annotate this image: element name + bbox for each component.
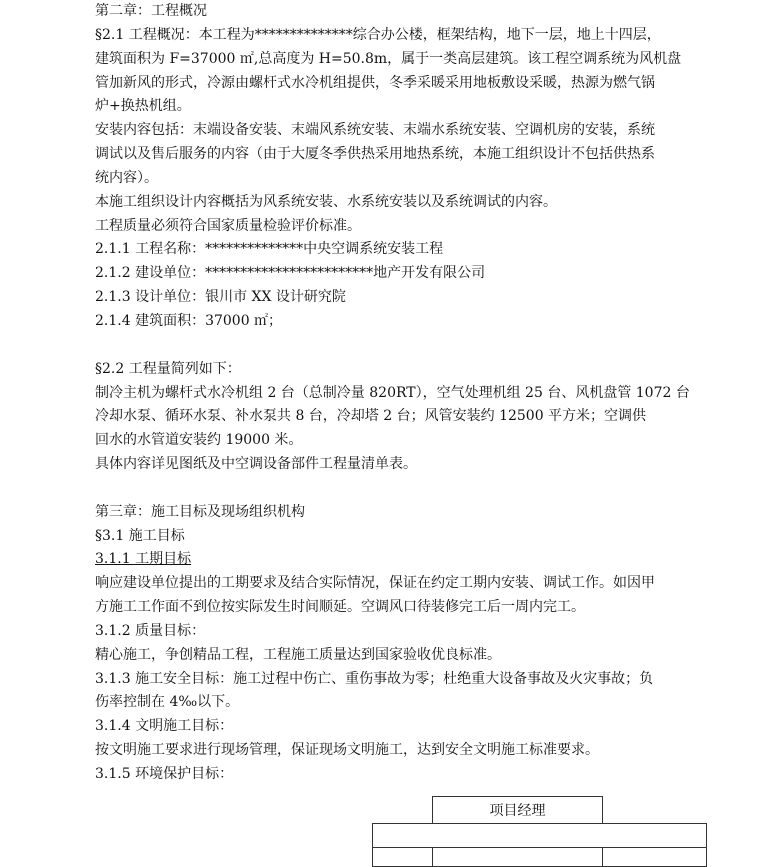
section-2-2-heading: §2.2 工程量简列如下： — [95, 360, 241, 377]
paragraph-line: 按文明施工要求进行现场管理，保证现场文明施工，达到安全文明施工标准要求。 — [95, 742, 599, 759]
paragraph-line: 工程质量必须符合国家质量检验评价标准。 — [95, 217, 361, 234]
org-cell — [503, 848, 603, 867]
civilized-construction-heading: 3.1.4 文明施工目标： — [95, 718, 234, 735]
org-cell — [603, 797, 707, 824]
org-cell — [373, 824, 707, 848]
paragraph-line: 方施工工作面不到位按实际发生时间顺延。空调风口待装修完工后一周内完工。 — [95, 599, 585, 616]
org-cell — [603, 848, 707, 867]
paragraph-line: 炉+换热机组。 — [95, 98, 191, 115]
section-3-1-heading: §3.1 施工目标 — [95, 527, 185, 544]
paragraph-line: 本施工组织设计内容概括为风系统安装、水系统安装以及系统调试的内容。 — [95, 193, 557, 210]
org-cell — [373, 797, 433, 824]
project-manager-cell: 项目经理 — [433, 797, 603, 824]
paragraph-line: 冷却水泵、循环水泵、补水泵共 8 台，冷却塔 2 台；风管安装约 12500 平方米；空调供 — [95, 408, 647, 425]
paragraph-line: 管加新风的形式，冷源由螺杆式水冷机组提供，冬季采暖采用地板敷设采暖，热源为燃气锅 — [95, 74, 655, 91]
org-cell — [373, 848, 433, 867]
document-body — [95, 0, 710, 787]
paragraph-line: 制冷主机为螺杆式水冷机组 2 台（总制冷量 820RT），空气处理机组 25 台、风机盘管 1072 台 — [95, 384, 690, 401]
area-line: 2.1.4 建筑面积：37000 ㎡； — [95, 312, 283, 329]
paragraph-line: 安装内容包括：末端设备安装、末端风系统安装、末端水系统安装、空调机房的安装，系统 — [95, 122, 655, 139]
paragraph-line: 建筑面积为 F=37000 ㎡,总高度为 H=50.8m，属于一类高层建筑。该工程空调系统为风机盘 — [95, 50, 682, 67]
project-name-line: 2.1.1 工程名称：**************中央空调系统安装工程 — [95, 241, 444, 258]
paragraph-line: §2.1 工程概况：本工程为**************综合办公楼，框架结构，地下一层，地上十四层， — [95, 26, 661, 43]
paragraph-line: 统内容）。 — [95, 169, 158, 186]
safety-goal-line: 3.1.3 施工安全目标：施工过程中伤亡、重伤事故为零；杜绝重大设备事故及火灾事故；负 — [95, 670, 654, 687]
designer-line: 2.1.3 设计单位：银川市 XX 设计研究院 — [95, 289, 346, 306]
environment-goal-heading: 3.1.5 环境保护目标： — [95, 766, 234, 782]
chapter-3-heading: 第三章：施工目标及现场组织机构 — [95, 503, 305, 520]
quality-goal-heading: 3.1.2 质量目标： — [95, 622, 206, 639]
schedule-goal-heading: 3.1.1 工期目标 — [95, 551, 192, 568]
blank-line — [95, 477, 710, 501]
org-cell — [433, 848, 503, 867]
paragraph-line: 调试以及售后服务的内容（由于大厦冬季供热采用地热系统，本施工组织设计不包括供热系 — [95, 146, 655, 163]
chapter-2-heading: 第二章：工程概况 — [95, 3, 207, 19]
paragraph-line: 伤率控制在 4‰以下。 — [95, 694, 240, 711]
paragraph-line: 精心施工，争创精品工程，工程施工质量达到国家验收优良标准。 — [95, 646, 501, 663]
paragraph-line: 具体内容详见图纸及中空调设备部件工程量清单表。 — [95, 456, 417, 473]
org-chart-table — [372, 796, 707, 867]
paragraph-line: 回水的水管道安装约 19000 米。 — [95, 432, 303, 449]
client-line: 2.1.2 建设单位：************************地产开发有限公司 — [95, 265, 486, 282]
paragraph-line: 响应建设单位提出的工期要求及结合实际情况，保证在约定工期内安装、调试工作。如因甲 — [95, 575, 655, 592]
blank-line — [95, 334, 710, 358]
